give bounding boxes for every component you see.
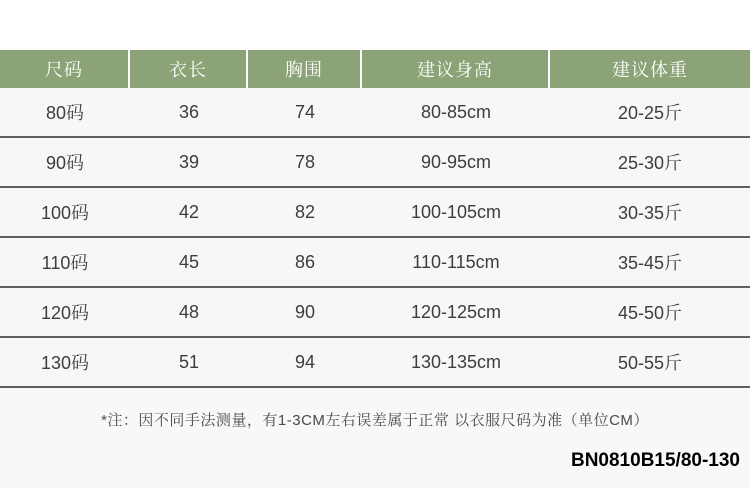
- cell-chest: 94: [294, 351, 316, 372]
- cell-size: 120码: [40, 303, 90, 323]
- footer-section: [0, 388, 750, 488]
- cell-size: 100码: [40, 203, 90, 223]
- table-row-size-110: [0, 238, 750, 288]
- header-cell-suggested-weight: 建议体重: [550, 50, 750, 88]
- cell-weight: 25-30斤: [617, 153, 683, 173]
- cell-height: 130-135cm: [410, 351, 502, 372]
- cell-length: 42: [178, 201, 200, 222]
- cell-chest: 82: [294, 201, 316, 222]
- cell-weight: 30-35斤: [617, 203, 683, 223]
- cell-size: 130码: [40, 353, 90, 373]
- cell-size: 90码: [45, 153, 85, 173]
- cell-chest: 78: [294, 151, 316, 172]
- cell-height: 90-95cm: [420, 151, 492, 172]
- table-row-size-80: [0, 88, 750, 138]
- cell-chest: 74: [294, 101, 316, 122]
- table-row-size-130: [0, 338, 750, 388]
- cell-height: 100-105cm: [410, 201, 502, 222]
- header-cell-garment-length: 衣长: [130, 50, 248, 88]
- cell-height: 80-85cm: [420, 101, 492, 122]
- cell-chest: 86: [294, 251, 316, 272]
- header-cell-chest: 胸围: [248, 50, 362, 88]
- size-chart-table: [0, 50, 750, 388]
- cell-length: 39: [178, 151, 200, 172]
- cell-weight: 45-50斤: [617, 303, 683, 323]
- cell-length: 36: [178, 101, 200, 122]
- cell-height: 110-115cm: [412, 251, 500, 272]
- header-cell-suggested-height: 建议身高: [362, 50, 550, 88]
- cell-size: 80码: [45, 103, 85, 123]
- cell-weight: 35-45斤: [617, 253, 683, 273]
- table-row-size-90: [0, 138, 750, 188]
- cell-length: 51: [178, 351, 200, 372]
- cell-length: 45: [178, 251, 200, 272]
- table-row-size-120: [0, 288, 750, 338]
- table-row-size-100: [0, 188, 750, 238]
- header-cell-size: 尺码: [0, 50, 130, 88]
- cell-weight: 20-25斤: [617, 103, 683, 123]
- cell-height: 120-125cm: [410, 301, 502, 322]
- product-code: BN0810B15/80-130: [570, 450, 740, 471]
- cell-weight: 50-55斤: [617, 353, 683, 373]
- table-header-row: [0, 50, 750, 88]
- cell-length: 48: [178, 301, 200, 322]
- measurement-note: *注：因不同手法测量，有1-3CM左右误差属于正常 以衣服尺码为准（单位CM）: [101, 412, 649, 429]
- cell-size: 110码: [41, 253, 89, 273]
- cell-chest: 90: [294, 301, 316, 322]
